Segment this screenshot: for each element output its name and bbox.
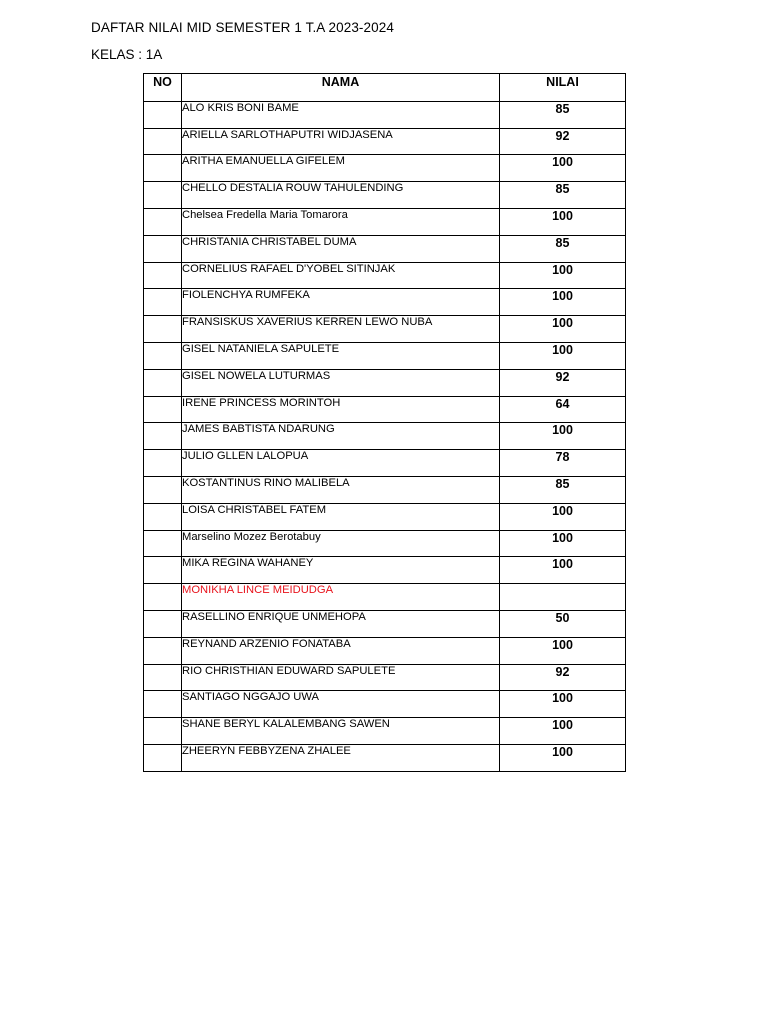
row-number-cell: [144, 101, 182, 128]
student-name-cell: CHELLO DESTALIA ROUW TAHULENDING: [182, 182, 500, 209]
row-number-cell: [144, 637, 182, 664]
row-number-cell: [144, 342, 182, 369]
student-name-cell: JAMES BABTISTA NDARUNG: [182, 423, 500, 450]
student-name-cell: ZHEERYN FEBBYZENA ZHALEE: [182, 744, 500, 771]
student-name-cell: ALO KRIS BONI BAME: [182, 101, 500, 128]
grade-cell: 85: [500, 476, 626, 503]
table-row: [144, 396, 626, 423]
row-number-cell: [144, 128, 182, 155]
table-row: [144, 610, 626, 637]
student-name-cell: GISEL NATANIELA SAPULETE: [182, 342, 500, 369]
student-name-cell: RASELLINO ENRIQUE UNMEHOPA: [182, 610, 500, 637]
table-row: [144, 208, 626, 235]
table-row: [144, 342, 626, 369]
grade-cell: 92: [500, 369, 626, 396]
row-number-cell: [144, 450, 182, 477]
student-name-cell: FRANSISKUS XAVERIUS KERREN LEWO NUBA: [182, 316, 500, 343]
grade-cell: 100: [500, 423, 626, 450]
grade-cell: 100: [500, 155, 626, 182]
row-number-cell: [144, 610, 182, 637]
student-name-cell: SHANE BERYL KALALEMBANG SAWEN: [182, 718, 500, 745]
header-row: [144, 74, 626, 102]
student-name-cell: ARITHA EMANUELLA GIFELEM: [182, 155, 500, 182]
student-name-cell: Chelsea Fredella Maria Tomarora: [182, 208, 500, 235]
table-row: [144, 664, 626, 691]
grade-cell: 100: [500, 289, 626, 316]
grade-cell: 85: [500, 182, 626, 209]
table-header: [144, 74, 626, 102]
student-name-cell: Marselino Mozez Berotabuy: [182, 530, 500, 557]
row-number-cell: [144, 476, 182, 503]
student-name-cell: REYNAND ARZENIO FONATABA: [182, 637, 500, 664]
table-row: [144, 316, 626, 343]
grade-cell: 85: [500, 235, 626, 262]
student-name-cell: IRENE PRINCESS MORINTOH: [182, 396, 500, 423]
row-number-cell: [144, 584, 182, 611]
class-label: KELAS : 1A: [91, 47, 163, 62]
table-row: [144, 423, 626, 450]
row-number-cell: [144, 664, 182, 691]
grade-cell: 100: [500, 208, 626, 235]
grades-table: [143, 73, 626, 772]
table-row: [144, 530, 626, 557]
row-number-cell: [144, 530, 182, 557]
table-row: [144, 691, 626, 718]
column-header-nama: NAMA: [182, 74, 500, 102]
student-name-cell: CORNELIUS RAFAEL D'YOBEL SITINJAK: [182, 262, 500, 289]
grade-cell: 64: [500, 396, 626, 423]
grade-cell: 92: [500, 128, 626, 155]
table-row: [144, 182, 626, 209]
grade-cell: 100: [500, 530, 626, 557]
student-name-cell: MONIKHA LINCE MEIDUDGA: [182, 584, 500, 611]
row-number-cell: [144, 262, 182, 289]
grade-cell: 100: [500, 262, 626, 289]
table-row: [144, 235, 626, 262]
grade-cell: 100: [500, 316, 626, 343]
student-name-cell: LOISA CHRISTABEL FATEM: [182, 503, 500, 530]
student-name-cell: CHRISTANIA CHRISTABEL DUMA: [182, 235, 500, 262]
row-number-cell: [144, 182, 182, 209]
grade-cell: [500, 584, 626, 611]
table-row: [144, 476, 626, 503]
table-row: [144, 101, 626, 128]
student-name-cell: KOSTANTINUS RINO MALIBELA: [182, 476, 500, 503]
grade-cell: 100: [500, 691, 626, 718]
row-number-cell: [144, 369, 182, 396]
student-name-cell: SANTIAGO NGGAJO UWA: [182, 691, 500, 718]
document-title: DAFTAR NILAI MID SEMESTER 1 T.A 2023-2024: [91, 20, 394, 35]
grade-cell: 100: [500, 718, 626, 745]
table-row: [144, 584, 626, 611]
table-row: [144, 450, 626, 477]
student-name-cell: FIOLENCHYA RUMFEKA: [182, 289, 500, 316]
table-row: [144, 289, 626, 316]
table-row: [144, 128, 626, 155]
column-header-no: NO: [144, 74, 182, 102]
table-row: [144, 744, 626, 771]
grade-cell: 92: [500, 664, 626, 691]
table-row: [144, 637, 626, 664]
grade-cell: 100: [500, 503, 626, 530]
grade-cell: 100: [500, 744, 626, 771]
table-row: [144, 155, 626, 182]
row-number-cell: [144, 235, 182, 262]
row-number-cell: [144, 208, 182, 235]
grade-cell: 100: [500, 637, 626, 664]
row-number-cell: [144, 316, 182, 343]
row-number-cell: [144, 503, 182, 530]
grade-cell: 78: [500, 450, 626, 477]
student-name-cell: GISEL NOWELA LUTURMAS: [182, 369, 500, 396]
row-number-cell: [144, 691, 182, 718]
column-header-nilai: NILAI: [500, 74, 626, 102]
grade-cell: 100: [500, 557, 626, 584]
row-number-cell: [144, 744, 182, 771]
row-number-cell: [144, 557, 182, 584]
student-name-cell: ARIELLA SARLOTHAPUTRI WIDJASENA: [182, 128, 500, 155]
table-row: [144, 718, 626, 745]
row-number-cell: [144, 718, 182, 745]
table-body: [144, 101, 626, 771]
row-number-cell: [144, 155, 182, 182]
table-row: [144, 557, 626, 584]
student-name-cell: RIO CHRISTHIAN EDUWARD SAPULETE: [182, 664, 500, 691]
grade-cell: 50: [500, 610, 626, 637]
row-number-cell: [144, 289, 182, 316]
table-row: [144, 262, 626, 289]
table-row: [144, 503, 626, 530]
student-name-cell: JULIO GLLEN LALOPUA: [182, 450, 500, 477]
table-row: [144, 369, 626, 396]
student-name-cell: MIKA REGINA WAHANEY: [182, 557, 500, 584]
grade-cell: 85: [500, 101, 626, 128]
grade-cell: 100: [500, 342, 626, 369]
row-number-cell: [144, 423, 182, 450]
row-number-cell: [144, 396, 182, 423]
